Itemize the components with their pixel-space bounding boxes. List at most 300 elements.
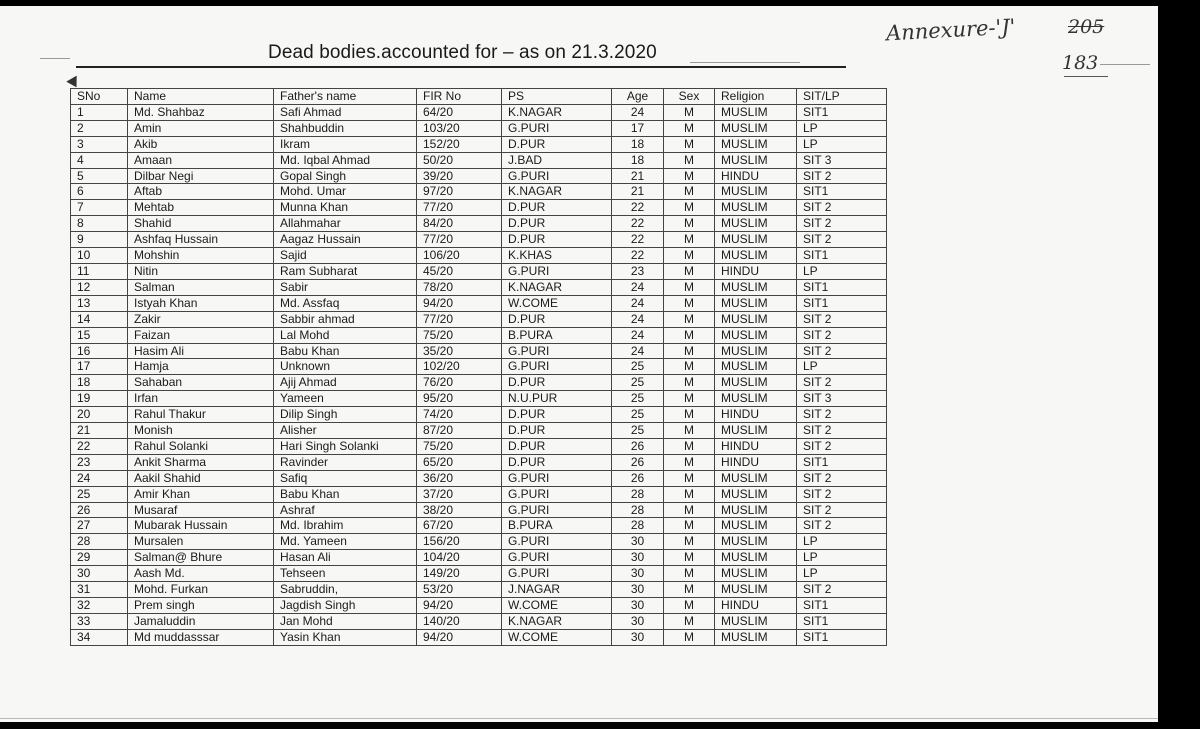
- cell-fir-no: 39/20: [417, 168, 502, 184]
- cell-ps: J.NAGAR: [502, 582, 612, 598]
- cell-name: Zakir: [128, 311, 274, 327]
- cell-fir-no: 37/20: [417, 486, 502, 502]
- cell-sex: M: [664, 168, 715, 184]
- cell-ps: K.NAGAR: [502, 184, 612, 200]
- cell-religion: MUSLIM: [715, 216, 797, 232]
- cell-sit-lp: LP: [797, 534, 887, 550]
- cell-age: 24: [612, 104, 664, 120]
- annexure-handwriting: Annexure-'J': [885, 14, 1017, 46]
- table-row: [71, 232, 887, 248]
- cell-father-name: Gopal Singh: [274, 168, 417, 184]
- cell-sno: 24: [71, 470, 128, 486]
- cell-ps: G.PURI: [502, 168, 612, 184]
- cell-fir-no: 84/20: [417, 216, 502, 232]
- table-row: [71, 216, 887, 232]
- cell-sno: 13: [71, 295, 128, 311]
- cell-fir-no: 76/20: [417, 375, 502, 391]
- cell-father-name: Alisher: [274, 423, 417, 439]
- cell-fir-no: 75/20: [417, 327, 502, 343]
- cell-sno: 22: [71, 438, 128, 454]
- cell-age: 26: [612, 470, 664, 486]
- cell-sno: 16: [71, 343, 128, 359]
- cell-age: 24: [612, 343, 664, 359]
- cell-religion: HINDU: [715, 407, 797, 423]
- cell-sno: 33: [71, 613, 128, 629]
- cell-fir-no: 149/20: [417, 566, 502, 582]
- cell-age: 21: [612, 168, 664, 184]
- cell-father-name: Dilip Singh: [274, 407, 417, 423]
- page-title: Dead bodies.accounted for – as on 21.3.2020: [268, 42, 657, 63]
- cell-name: Mohshin: [128, 248, 274, 264]
- table-row: [71, 375, 887, 391]
- cell-sex: M: [664, 391, 715, 407]
- cell-father-name: Tehseen: [274, 566, 417, 582]
- cell-sex: M: [664, 407, 715, 423]
- cell-religion: MUSLIM: [715, 232, 797, 248]
- cell-sit-lp: SIT 2: [797, 200, 887, 216]
- cell-sno: 8: [71, 216, 128, 232]
- cell-sit-lp: SIT1: [797, 454, 887, 470]
- cell-ps: B.PURA: [502, 518, 612, 534]
- cell-sno: 6: [71, 184, 128, 200]
- cell-sex: M: [664, 486, 715, 502]
- cell-religion: HINDU: [715, 454, 797, 470]
- cell-sit-lp: SIT 2: [797, 216, 887, 232]
- cell-sit-lp: SIT 2: [797, 486, 887, 502]
- table-row: [71, 598, 887, 614]
- cell-father-name: Hasan Ali: [274, 550, 417, 566]
- cell-father-name: Jagdish Singh: [274, 598, 417, 614]
- cell-sit-lp: SIT 2: [797, 168, 887, 184]
- cell-fir-no: 45/20: [417, 263, 502, 279]
- cell-name: Md muddasssar: [128, 629, 274, 645]
- cell-father-name: Md. Iqbal Ahmad: [274, 152, 417, 168]
- cell-sit-lp: SIT 2: [797, 423, 887, 439]
- cell-fir-no: 77/20: [417, 311, 502, 327]
- cell-age: 21: [612, 184, 664, 200]
- cell-religion: MUSLIM: [715, 359, 797, 375]
- cell-religion: MUSLIM: [715, 248, 797, 264]
- cell-age: 22: [612, 248, 664, 264]
- cell-ps: D.PUR: [502, 454, 612, 470]
- cell-age: 23: [612, 263, 664, 279]
- cell-ps: N.U.PUR: [502, 391, 612, 407]
- cell-sex: M: [664, 613, 715, 629]
- cell-sex: M: [664, 518, 715, 534]
- cell-father-name: Sajid: [274, 248, 417, 264]
- cell-name: Akib: [128, 136, 274, 152]
- cell-age: 25: [612, 359, 664, 375]
- cell-father-name: Unknown: [274, 359, 417, 375]
- cell-religion: MUSLIM: [715, 550, 797, 566]
- cell-sit-lp: SIT 2: [797, 232, 887, 248]
- cell-name: Istyah Khan: [128, 295, 274, 311]
- cell-sno: 3: [71, 136, 128, 152]
- cell-father-name: Babu Khan: [274, 486, 417, 502]
- cell-father-name: Safiq: [274, 470, 417, 486]
- cell-ps: D.PUR: [502, 311, 612, 327]
- cell-sno: 12: [71, 279, 128, 295]
- cell-sno: 27: [71, 518, 128, 534]
- cell-ps: G.PURI: [502, 534, 612, 550]
- cell-religion: MUSLIM: [715, 502, 797, 518]
- cell-name: Amaan: [128, 152, 274, 168]
- cell-name: Amin: [128, 120, 274, 136]
- cell-name: Sahaban: [128, 375, 274, 391]
- table-row: [71, 263, 887, 279]
- cell-fir-no: 94/20: [417, 598, 502, 614]
- cell-fir-no: 36/20: [417, 470, 502, 486]
- cell-sit-lp: SIT 2: [797, 582, 887, 598]
- cell-sno: 20: [71, 407, 128, 423]
- cell-sit-lp: SIT 3: [797, 152, 887, 168]
- cell-sit-lp: LP: [797, 263, 887, 279]
- page-bottom-edge: [0, 718, 1158, 719]
- cell-sex: M: [664, 295, 715, 311]
- cell-religion: MUSLIM: [715, 470, 797, 486]
- cell-father-name: Ikram: [274, 136, 417, 152]
- cell-fir-no: 65/20: [417, 454, 502, 470]
- cell-age: 30: [612, 629, 664, 645]
- cell-name: Hamja: [128, 359, 274, 375]
- table-row: [71, 248, 887, 264]
- cell-name: Rahul Solanki: [128, 438, 274, 454]
- table-row: [71, 120, 887, 136]
- cell-father-name: Ravinder: [274, 454, 417, 470]
- cell-sno: 4: [71, 152, 128, 168]
- cell-sex: M: [664, 136, 715, 152]
- cell-sno: 28: [71, 534, 128, 550]
- cell-age: 30: [612, 534, 664, 550]
- cell-father-name: Ram Subharat: [274, 263, 417, 279]
- cell-fir-no: 50/20: [417, 152, 502, 168]
- cell-name: Irfan: [128, 391, 274, 407]
- cell-father-name: Lal Mohd: [274, 327, 417, 343]
- cell-fir-no: 35/20: [417, 343, 502, 359]
- cell-sno: 19: [71, 391, 128, 407]
- table-row: [71, 454, 887, 470]
- cell-sit-lp: SIT1: [797, 295, 887, 311]
- cell-sit-lp: SIT1: [797, 598, 887, 614]
- table-row: [71, 279, 887, 295]
- page-number-underline: [1064, 76, 1108, 77]
- cell-religion: MUSLIM: [715, 200, 797, 216]
- cell-name: Nitin: [128, 263, 274, 279]
- cell-age: 24: [612, 311, 664, 327]
- cell-ps: G.PURI: [502, 359, 612, 375]
- cell-sex: M: [664, 152, 715, 168]
- cell-ps: W.COME: [502, 629, 612, 645]
- header-sex: Sex: [664, 89, 715, 105]
- cell-sno: 1: [71, 104, 128, 120]
- cell-ps: G.PURI: [502, 566, 612, 582]
- cell-sit-lp: LP: [797, 120, 887, 136]
- table-row: [71, 502, 887, 518]
- cell-sno: 32: [71, 598, 128, 614]
- cell-age: 30: [612, 613, 664, 629]
- cell-fir-no: 77/20: [417, 232, 502, 248]
- table-row: [71, 359, 887, 375]
- cell-ps: G.PURI: [502, 486, 612, 502]
- cell-father-name: Ashraf: [274, 502, 417, 518]
- cell-father-name: Safi Ahmad: [274, 104, 417, 120]
- cell-sno: 2: [71, 120, 128, 136]
- cell-sit-lp: SIT 2: [797, 327, 887, 343]
- cell-name: Shahid: [128, 216, 274, 232]
- cell-sex: M: [664, 327, 715, 343]
- title-underline: [76, 66, 846, 68]
- cell-sno: 15: [71, 327, 128, 343]
- cell-sit-lp: LP: [797, 136, 887, 152]
- table-body: [71, 104, 887, 645]
- cell-sex: M: [664, 470, 715, 486]
- dead-bodies-table: [70, 88, 887, 646]
- cell-sex: M: [664, 216, 715, 232]
- document-page: [0, 6, 1158, 722]
- cell-name: Hasim Ali: [128, 343, 274, 359]
- cell-sex: M: [664, 184, 715, 200]
- cell-sex: M: [664, 438, 715, 454]
- cell-fir-no: 78/20: [417, 279, 502, 295]
- cell-religion: HINDU: [715, 438, 797, 454]
- cell-age: 25: [612, 423, 664, 439]
- cell-sit-lp: SIT1: [797, 248, 887, 264]
- table-row: [71, 295, 887, 311]
- table-row: [71, 184, 887, 200]
- cell-father-name: Yasin Khan: [274, 629, 417, 645]
- table-row: [71, 486, 887, 502]
- cell-sit-lp: SIT1: [797, 629, 887, 645]
- table-row: [71, 168, 887, 184]
- table-row: [71, 629, 887, 645]
- cell-age: 30: [612, 566, 664, 582]
- header-sno: SNo: [71, 89, 128, 105]
- cell-ps: G.PURI: [502, 120, 612, 136]
- table-row: [71, 343, 887, 359]
- scan-speck: [690, 62, 800, 63]
- cell-name: Monish: [128, 423, 274, 439]
- cell-age: 26: [612, 438, 664, 454]
- cell-sno: 11: [71, 263, 128, 279]
- cell-religion: MUSLIM: [715, 534, 797, 550]
- cell-father-name: Allahmahar: [274, 216, 417, 232]
- cell-father-name: Yameen: [274, 391, 417, 407]
- cell-ps: D.PUR: [502, 232, 612, 248]
- cell-sex: M: [664, 279, 715, 295]
- scan-speck: [40, 58, 70, 59]
- cell-sex: M: [664, 200, 715, 216]
- cell-sex: M: [664, 502, 715, 518]
- cell-ps: K.KHAS: [502, 248, 612, 264]
- cell-fir-no: 97/20: [417, 184, 502, 200]
- cell-name: Rahul Thakur: [128, 407, 274, 423]
- cell-ps: K.NAGAR: [502, 613, 612, 629]
- cell-age: 24: [612, 295, 664, 311]
- header-sit-lp: SIT/LP: [797, 89, 887, 105]
- cell-sit-lp: SIT 2: [797, 502, 887, 518]
- cell-sit-lp: SIT 2: [797, 375, 887, 391]
- cell-ps: G.PURI: [502, 470, 612, 486]
- cell-age: 28: [612, 486, 664, 502]
- cell-father-name: Aagaz Hussain: [274, 232, 417, 248]
- cell-sex: M: [664, 629, 715, 645]
- cell-sex: M: [664, 311, 715, 327]
- table-row: [71, 152, 887, 168]
- cell-ps: G.PURI: [502, 502, 612, 518]
- cell-name: Amir Khan: [128, 486, 274, 502]
- cell-sex: M: [664, 566, 715, 582]
- cell-father-name: Babu Khan: [274, 343, 417, 359]
- cell-ps: G.PURI: [502, 343, 612, 359]
- cell-age: 18: [612, 136, 664, 152]
- cell-sno: 34: [71, 629, 128, 645]
- cell-fir-no: 103/20: [417, 120, 502, 136]
- cell-ps: D.PUR: [502, 438, 612, 454]
- cell-sno: 31: [71, 582, 128, 598]
- cell-religion: MUSLIM: [715, 279, 797, 295]
- cell-fir-no: 38/20: [417, 502, 502, 518]
- table-row: [71, 613, 887, 629]
- cell-father-name: Md. Ibrahim: [274, 518, 417, 534]
- cell-sex: M: [664, 263, 715, 279]
- table-row: [71, 438, 887, 454]
- table-row: [71, 200, 887, 216]
- cell-religion: MUSLIM: [715, 120, 797, 136]
- cell-age: 22: [612, 232, 664, 248]
- cell-father-name: Mohd. Umar: [274, 184, 417, 200]
- cell-ps: D.PUR: [502, 200, 612, 216]
- header-age: Age: [612, 89, 664, 105]
- cell-ps: J.BAD: [502, 152, 612, 168]
- cell-fir-no: 140/20: [417, 613, 502, 629]
- cell-age: 30: [612, 550, 664, 566]
- header-ps: PS: [502, 89, 612, 105]
- cell-sno: 21: [71, 423, 128, 439]
- cell-age: 17: [612, 120, 664, 136]
- cell-sno: 7: [71, 200, 128, 216]
- cell-sex: M: [664, 232, 715, 248]
- cell-age: 25: [612, 375, 664, 391]
- cell-name: Mubarak Hussain: [128, 518, 274, 534]
- cell-sno: 25: [71, 486, 128, 502]
- table-row: [71, 518, 887, 534]
- cell-religion: HINDU: [715, 168, 797, 184]
- cell-age: 30: [612, 582, 664, 598]
- cell-father-name: Sabruddin,: [274, 582, 417, 598]
- cell-religion: MUSLIM: [715, 152, 797, 168]
- cell-sex: M: [664, 248, 715, 264]
- cell-sit-lp: SIT 2: [797, 407, 887, 423]
- cell-father-name: Shahbuddin: [274, 120, 417, 136]
- cell-religion: MUSLIM: [715, 343, 797, 359]
- cell-age: 25: [612, 391, 664, 407]
- cell-religion: MUSLIM: [715, 566, 797, 582]
- cell-sno: 5: [71, 168, 128, 184]
- cell-age: 30: [612, 598, 664, 614]
- cell-father-name: Md. Yameen: [274, 534, 417, 550]
- cell-name: Aftab: [128, 184, 274, 200]
- table-row: [71, 550, 887, 566]
- cell-father-name: Sabbir ahmad: [274, 311, 417, 327]
- table-row: [71, 136, 887, 152]
- cell-ps: D.PUR: [502, 136, 612, 152]
- table-row: [71, 407, 887, 423]
- cell-name: Prem singh: [128, 598, 274, 614]
- table-header-row: [71, 89, 887, 105]
- cell-father-name: Ajij Ahmad: [274, 375, 417, 391]
- cell-age: 18: [612, 152, 664, 168]
- cell-ps: W.COME: [502, 295, 612, 311]
- cell-sno: 10: [71, 248, 128, 264]
- cell-fir-no: 94/20: [417, 629, 502, 645]
- scan-speck: [1100, 64, 1150, 65]
- cell-sno: 29: [71, 550, 128, 566]
- cell-age: 24: [612, 327, 664, 343]
- cell-fir-no: 94/20: [417, 295, 502, 311]
- cell-sno: 23: [71, 454, 128, 470]
- cell-ps: D.PUR: [502, 216, 612, 232]
- table-row: [71, 470, 887, 486]
- cell-age: 25: [612, 407, 664, 423]
- cell-fir-no: 53/20: [417, 582, 502, 598]
- cell-name: Md. Shahbaz: [128, 104, 274, 120]
- table-row: [71, 311, 887, 327]
- cell-name: Jamaluddin: [128, 613, 274, 629]
- cell-sex: M: [664, 104, 715, 120]
- cell-fir-no: 156/20: [417, 534, 502, 550]
- cell-sno: 17: [71, 359, 128, 375]
- cell-father-name: Munna Khan: [274, 200, 417, 216]
- table-row: [71, 327, 887, 343]
- cell-age: 22: [612, 216, 664, 232]
- cell-sit-lp: SIT 2: [797, 470, 887, 486]
- table-row: [71, 566, 887, 582]
- cell-ps: K.NAGAR: [502, 279, 612, 295]
- cell-sex: M: [664, 423, 715, 439]
- cell-sit-lp: SIT1: [797, 104, 887, 120]
- cell-age: 22: [612, 200, 664, 216]
- cell-fir-no: 106/20: [417, 248, 502, 264]
- cell-ps: D.PUR: [502, 375, 612, 391]
- table-row: [71, 582, 887, 598]
- cell-sno: 26: [71, 502, 128, 518]
- cell-father-name: Jan Mohd: [274, 613, 417, 629]
- cell-father-name: Sabir: [274, 279, 417, 295]
- cell-fir-no: 74/20: [417, 407, 502, 423]
- cell-religion: MUSLIM: [715, 136, 797, 152]
- cell-sit-lp: LP: [797, 550, 887, 566]
- table-row: [71, 534, 887, 550]
- cell-religion: MUSLIM: [715, 327, 797, 343]
- cell-sno: 14: [71, 311, 128, 327]
- cell-fir-no: 102/20: [417, 359, 502, 375]
- cell-age: 28: [612, 502, 664, 518]
- cell-ps: G.PURI: [502, 550, 612, 566]
- header-religion: Religion: [715, 89, 797, 105]
- cell-ps: B.PURA: [502, 327, 612, 343]
- cell-name: Musaraf: [128, 502, 274, 518]
- cell-name: Mursalen: [128, 534, 274, 550]
- cell-sit-lp: SIT1: [797, 279, 887, 295]
- cell-age: 26: [612, 454, 664, 470]
- cell-religion: MUSLIM: [715, 295, 797, 311]
- cell-religion: MUSLIM: [715, 104, 797, 120]
- cell-religion: MUSLIM: [715, 423, 797, 439]
- cell-sex: M: [664, 359, 715, 375]
- cell-sit-lp: SIT 2: [797, 438, 887, 454]
- header-fir-no: FIR No: [417, 89, 502, 105]
- cell-religion: MUSLIM: [715, 582, 797, 598]
